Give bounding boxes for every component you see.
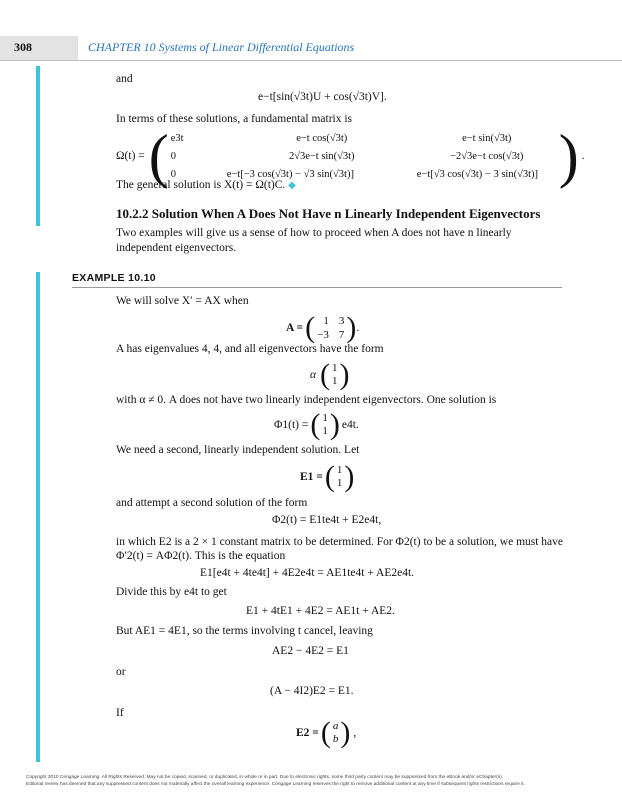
text-in-which-2: Φ′2(t) = AΦ2(t). This is the equation xyxy=(116,550,286,562)
vector-entry: b xyxy=(332,733,339,745)
A-label: A = xyxy=(286,322,304,334)
text-but: But AE1 = 4E1, so the terms involving t cancel, leaving xyxy=(116,625,373,637)
text-or: or xyxy=(116,666,126,678)
example-rule xyxy=(72,287,562,288)
matrix-cell: −3 xyxy=(317,328,329,341)
header-rule xyxy=(0,60,622,61)
vector-entry: 1 xyxy=(332,362,338,374)
matrix-cell: e−t sin(√3t) xyxy=(462,132,512,144)
text-in-which-1: in which E2 is a 2 × 1 constant matrix to be determined. For Φ2(t) to be a solution, we must have xyxy=(116,536,564,548)
margin-bar-top xyxy=(36,66,40,226)
right-paren: ) xyxy=(344,460,355,493)
general-solution-line xyxy=(116,178,296,193)
vector xyxy=(335,464,345,490)
footer-line1: Copyright 2010 Cengage Learning. All Rights Reserved. May not be copied, scanned, or duplicated, in whole or in part. Due to electronic rights, some third party content may be suppressed from the eBook and/or eChapter(s). xyxy=(26,775,504,780)
eigenvector-form xyxy=(310,358,350,392)
eq-phi2: Φ2(t) = E1te4t + E2e4t, xyxy=(272,514,382,526)
left-paren: ( xyxy=(305,311,316,344)
example-label: EXAMPLE 10.10 xyxy=(72,272,156,284)
section-intro-line2: independent eigenvectors. xyxy=(116,242,237,254)
footer-line2: Editorial review has deemed that any suppressed content does not materially affect the overall learning experience. Cengage Learning reserves the right to remove additional content at any time if subsequent rights restrictions require it. xyxy=(26,781,525,787)
phi1-exp: e4t. xyxy=(341,419,359,431)
vector xyxy=(320,412,330,438)
matrix-cell: 1 xyxy=(323,314,329,327)
right-paren: ) xyxy=(329,408,340,441)
eq-or: (A − 4I2)E2 = E1. xyxy=(270,685,354,697)
matrix-cell: 3 xyxy=(338,314,345,327)
section-intro-line1: Two examples will give us a sense of how to proceed when A does not have n linearly xyxy=(116,227,512,239)
matrix-cell: e−t[−3 cos(√3t) − √3 sin(√3t)] xyxy=(226,168,354,180)
phi1-label: Φ1(t) = xyxy=(274,419,309,431)
left-paren: ( xyxy=(148,123,169,189)
margin-bar-example xyxy=(36,272,40,762)
E1-label: E1 = xyxy=(300,471,323,483)
vector-entry: 1 xyxy=(322,425,328,437)
eq-big: E1[e4t + 4te4t] + 4E2e4t = AE1te4t + AE2e4t. xyxy=(200,567,415,579)
eq-divided: E1 + 4tE1 + 4E2 = AE1t + AE2. xyxy=(246,605,395,617)
matrix-cell: e3t xyxy=(170,132,184,144)
text-attempt: and attempt a second solution of the form xyxy=(116,497,308,509)
left-paren: ( xyxy=(324,460,335,493)
matrix-cell: e−t[√3 cos(√3t) − 3 sin(√3t)] xyxy=(416,168,539,180)
matrix-A xyxy=(286,311,359,345)
text-and: and xyxy=(116,73,133,85)
fundamental-matrix-grid xyxy=(169,132,559,181)
right-paren: ) xyxy=(339,358,350,391)
vector-entry: 1 xyxy=(336,477,343,489)
vector xyxy=(331,720,341,746)
matrix-cell: −2√3e−t cos(√3t) xyxy=(450,150,524,162)
section-title: 10.2.2 Solution When A Does Not Have n Linearly Independent Eigenvectors xyxy=(116,206,541,221)
E1-definition xyxy=(300,460,354,494)
page-number: 308 xyxy=(14,40,32,54)
text-fundamental-intro: In terms of these solutions, a fundamental matrix is xyxy=(116,113,353,125)
matrix-cell: 2√3e−t sin(√3t) xyxy=(288,150,355,162)
right-paren: ) xyxy=(346,311,357,344)
E2-end: , xyxy=(353,727,357,739)
eq-solution: e−t[sin(√3t)U + cos(√3t)V]. xyxy=(258,91,387,103)
text-if: If xyxy=(116,707,124,719)
header-bar xyxy=(0,36,78,60)
copyright-footer xyxy=(26,775,606,788)
phi1-equation xyxy=(274,408,359,442)
left-paren: ( xyxy=(310,408,321,441)
vector xyxy=(330,362,340,388)
text-solve: We will solve X′ = AX when xyxy=(116,295,249,307)
vector-entry: 1 xyxy=(336,464,343,476)
matrix-cell: 7 xyxy=(338,328,345,341)
chapter-title: CHAPTER 10 Systems of Linear Differential Equations xyxy=(88,40,355,54)
E2-label: E2 = xyxy=(296,727,319,739)
right-paren: ) xyxy=(340,716,351,749)
alpha: α xyxy=(310,369,317,381)
matrix-period: . xyxy=(581,150,585,162)
E2-definition xyxy=(296,716,356,750)
vector-entry: a xyxy=(332,720,339,732)
matrix-cell: 0 xyxy=(170,168,176,180)
A-matrix-grid xyxy=(315,315,346,342)
text-alpha: with α ≠ 0. A does not have two linearly independent eigenvectors. One solution is xyxy=(116,394,497,406)
left-paren: ( xyxy=(320,716,331,749)
eq-leaving: AE2 − 4E2 = E1 xyxy=(272,645,349,657)
omega-label: Ω(t) = xyxy=(116,150,145,162)
period: . xyxy=(356,322,360,334)
vector-entry: 1 xyxy=(322,412,328,424)
matrix-cell: 0 xyxy=(170,150,176,162)
text-divide: Divide this by e4t to get xyxy=(116,586,227,598)
matrix-cell: e−t cos(√3t) xyxy=(296,132,348,144)
general-solution-text: The general solution is X(t) = Ω(t)C. xyxy=(116,179,286,191)
right-paren: ) xyxy=(558,123,579,189)
text-eigenvalues: A has eigenvalues 4, 4, and all eigenvectors have the form xyxy=(116,343,384,355)
vector-entry: 1 xyxy=(332,375,338,387)
end-of-example-diamond-icon: ◆ xyxy=(288,180,296,191)
text-need-second: We need a second, linearly independent solution. Let xyxy=(116,444,360,456)
left-paren: ( xyxy=(320,358,331,391)
